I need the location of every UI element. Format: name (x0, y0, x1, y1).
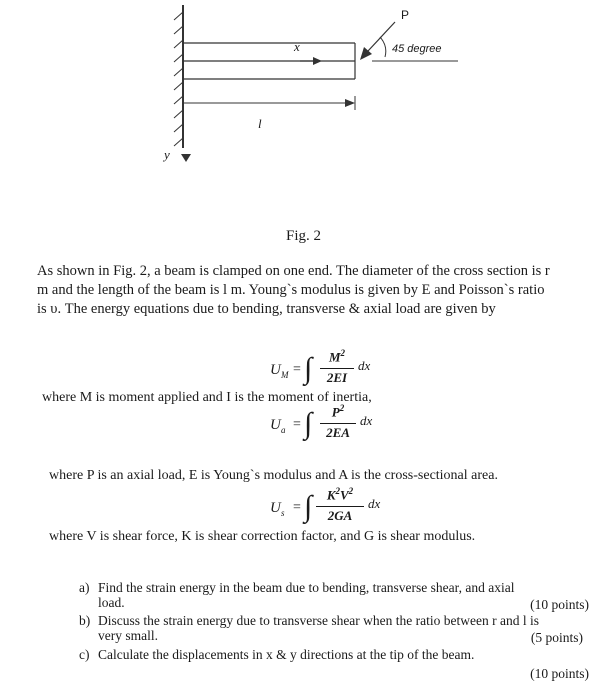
eq-axial-dx: dx (360, 413, 373, 428)
question-b-line2: very small. (98, 628, 158, 643)
axis-label-x: x (294, 39, 300, 54)
eq-shear-sub: s (281, 508, 285, 518)
eq-shear-num-k: K (326, 487, 336, 503)
equation-shear (270, 486, 410, 528)
question-c-letter: c) (79, 647, 90, 662)
angle-label: 45 degree (392, 43, 442, 55)
question-a-points: (10 points) (530, 597, 589, 612)
question-a-letter: a) (79, 580, 90, 595)
eq-bending-integral: ∫ (304, 352, 313, 385)
eq-axial-lhs: U (270, 417, 281, 433)
eq-axial-equals: = (293, 417, 301, 432)
eq-bending-lhs: U (270, 362, 281, 378)
figure-caption: Fig. 2 (285, 228, 321, 244)
eq-bending-fraction-bar (320, 368, 354, 369)
eq-axial-fraction-bar (320, 423, 356, 424)
eq-bending-dx: dx (358, 358, 371, 373)
intro-paragraph (37, 262, 589, 319)
eq-shear-num-k-exp: 2 (335, 486, 340, 496)
eq-shear-dx: dx (368, 496, 381, 511)
intro-line-2: m and the length of the beam is l m. Young`s modulus is given by E and Poisson`s ratio (37, 282, 545, 298)
eq-axial-integral: ∫ (304, 407, 313, 440)
shear-note: where V is shear force, K is shear correction factor, and G is shear modulus. (49, 529, 476, 544)
eq-bending-denominator: 2EI (326, 370, 348, 385)
eq-bending-equals: = (293, 362, 301, 377)
beam-diagram (0, 0, 607, 220)
intro-line-1: As shown in Fig. 2, a beam is clamped on one end. The diameter of the cross section is r (37, 263, 550, 279)
question-b-line1: Discuss the strain energy due to transverse shear when the ratio between r and l is (98, 613, 539, 628)
eq-axial-denominator: 2EA (326, 425, 350, 440)
eq-axial-sub: a (281, 425, 286, 435)
eq-shear-equals: = (293, 500, 301, 515)
question-a-line1: Find the strain energy in the beam due to bending, transverse shear, and axial (98, 580, 515, 595)
length-label-l: l (258, 116, 262, 131)
question-b-letter: b) (79, 613, 91, 628)
equation-axial (270, 403, 400, 445)
eq-axial-numerator (320, 403, 356, 420)
eq-bending-sub: M (281, 370, 289, 380)
eq-shear-numerator (318, 486, 362, 503)
question-list (79, 580, 589, 690)
question-b-points: (5 points) (530, 630, 583, 645)
axis-label-y: y (164, 147, 170, 162)
eq-shear-fraction-bar (316, 506, 364, 507)
eq-bending-numerator (320, 348, 354, 365)
beam-figure (0, 0, 607, 220)
eq-shear-lhs: U (270, 500, 281, 516)
question-c-points: (10 points) (530, 666, 589, 681)
eq-bending-num-base: M (328, 349, 341, 365)
question-c-line1: Calculate the displacements in x & y directions at the tip of the beam. (98, 647, 475, 662)
eq-shear-integral: ∫ (304, 490, 313, 523)
eq-shear-denominator: 2GA (327, 508, 353, 523)
axial-note: where P is an axial load, E is Young`s modulus and A is the cross-sectional area. (49, 468, 498, 483)
eq-axial-num-exp: 2 (339, 403, 345, 413)
eq-shear-num-v-exp: 2 (348, 486, 354, 496)
eq-bending-num-exp: 2 (340, 348, 346, 358)
question-a-line2: load. (98, 595, 125, 610)
eq-axial-num-base: P (331, 404, 340, 420)
intro-line-3: is υ. The energy equations due to bending, transverse & axial load are given by (37, 301, 496, 317)
equation-bending (270, 348, 400, 390)
bending-note: where M is moment applied and I is the moment of inertia, (42, 390, 372, 405)
force-label-p: P (401, 8, 410, 22)
eq-shear-num-v: V (340, 487, 349, 503)
